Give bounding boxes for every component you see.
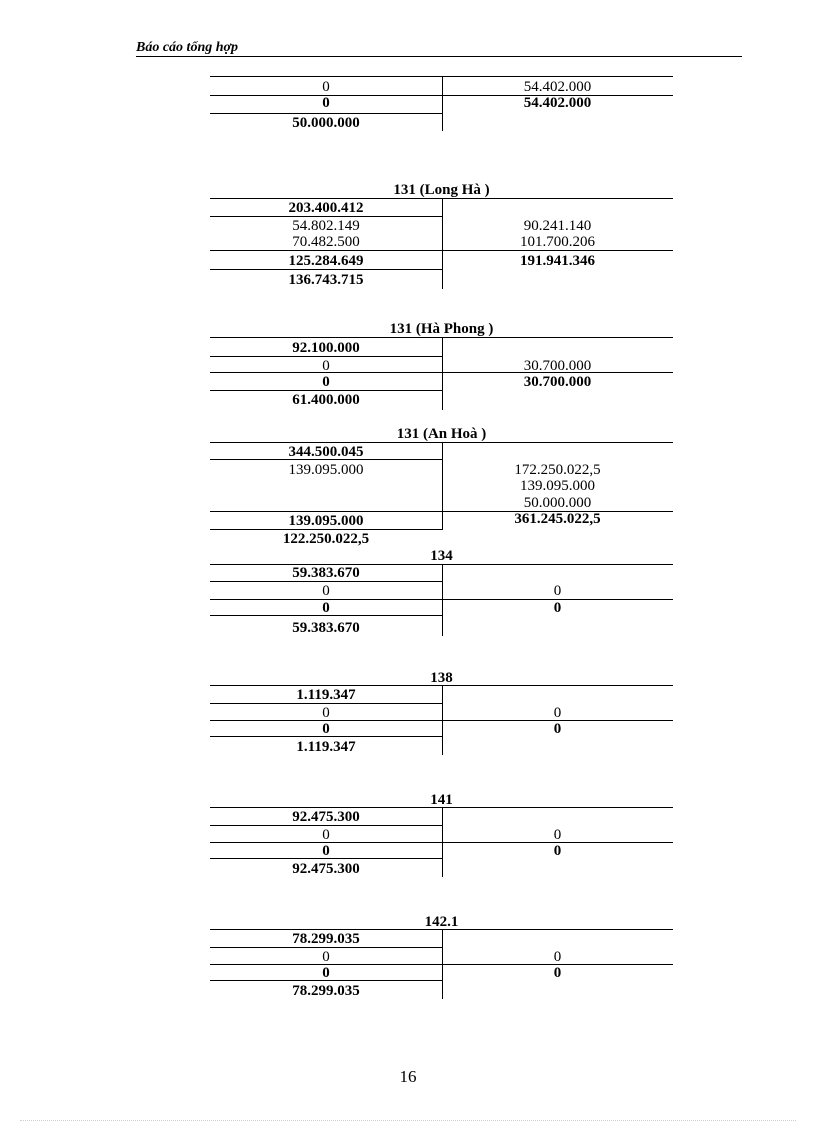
- credit-entry: 0: [553, 705, 562, 721]
- closing-balance: 136.743.715: [288, 272, 364, 288]
- opening-balance: 203.400.412: [288, 200, 364, 216]
- credit-entry: 50.000.000: [523, 495, 592, 511]
- debit-total: 0: [322, 95, 330, 111]
- credit-total: 191.941.346: [520, 253, 595, 269]
- rule: [210, 216, 442, 217]
- debit-entry: 0: [322, 358, 330, 374]
- rule: [210, 858, 442, 859]
- t-account-top: [210, 76, 673, 132]
- debit-total: 0: [322, 374, 330, 390]
- rule: [210, 980, 442, 981]
- t-account-141: [210, 792, 673, 878]
- closing-balance: 78.299.035: [292, 983, 360, 999]
- credit-total: 361.245.022,5: [514, 511, 601, 527]
- debit-total: 139.095.000: [288, 513, 364, 529]
- rule: [210, 390, 442, 391]
- debit-total: 0: [322, 965, 330, 981]
- rule: [210, 529, 442, 530]
- credit-entry: 0: [553, 583, 562, 599]
- credit-total: 30.700.000: [523, 374, 592, 390]
- closing-balance: 92.475.300: [292, 861, 360, 877]
- rule: [210, 825, 442, 826]
- debit-entry: 54.802.149: [292, 218, 360, 234]
- debit-total: 0: [322, 600, 330, 616]
- credit-entry: 30.700.000: [523, 358, 592, 374]
- rule: [210, 703, 442, 704]
- credit-entry: 54.402.000: [523, 79, 592, 95]
- opening-balance: 92.475.300: [292, 809, 360, 825]
- account-title: 131 (Long Hà ): [393, 182, 490, 198]
- closing-balance: 122.250.022,5: [282, 531, 370, 547]
- credit-total: 0: [553, 600, 562, 616]
- rule: [210, 581, 442, 582]
- t-account-131-long-ha: [210, 182, 673, 290]
- credit-total: 0: [553, 721, 562, 737]
- page-header: [136, 40, 742, 57]
- rule: [210, 842, 673, 843]
- rule: [210, 947, 442, 948]
- t-account-131-an-hoa: [210, 426, 673, 552]
- t-account-131-ha-phong: [210, 321, 673, 411]
- closing-balance: 59.383.670: [292, 620, 360, 636]
- debit-total: 0: [322, 721, 330, 737]
- rule: [210, 372, 673, 373]
- credit-entry: 172.250.022,5: [514, 462, 601, 478]
- rule: [210, 736, 442, 737]
- account-title: 138: [430, 670, 453, 686]
- t-account-138: [210, 670, 673, 756]
- credit-entry: 90.241.140: [523, 218, 592, 234]
- rule: [210, 250, 673, 251]
- rule: [210, 964, 673, 965]
- account-title: 134: [430, 548, 453, 564]
- rule: [210, 459, 442, 460]
- credit-total: 0: [553, 965, 562, 981]
- closing-balance: 61.400.000: [292, 392, 360, 408]
- closing-balance: 50.000.000: [292, 115, 360, 131]
- credit-total: 54.402.000: [523, 95, 592, 111]
- opening-balance: 92.100.000: [292, 340, 360, 356]
- account-title: 131 (An Hoà ): [396, 426, 487, 442]
- credit-entry: 101.700.206: [520, 234, 595, 250]
- t-account-142-1: [210, 914, 673, 1000]
- header-title: Báo cáo tổng hợp: [136, 40, 239, 55]
- rule: [210, 720, 673, 721]
- account-title: 141: [430, 792, 453, 808]
- divider: [442, 564, 443, 636]
- debit-entry: 0: [322, 705, 330, 721]
- closing-balance: 1.119.347: [296, 739, 356, 755]
- rule: [210, 599, 673, 600]
- debit-entry: 0: [322, 949, 330, 965]
- debit-entry: 70.482.500: [292, 234, 360, 250]
- opening-balance: 1.119.347: [296, 687, 356, 703]
- t-account-134: [210, 548, 673, 638]
- debit-total: 0: [322, 843, 330, 859]
- rule: [210, 615, 442, 616]
- opening-balance: 78.299.035: [292, 931, 360, 947]
- debit-total: 125.284.649: [288, 253, 364, 269]
- credit-entry: 0: [553, 949, 562, 965]
- rule: [210, 356, 442, 357]
- opening-balance: 344.500.045: [288, 444, 364, 460]
- credit-entry: 0: [553, 827, 562, 843]
- credit-entry: 139.095.000: [520, 478, 595, 494]
- credit-total: 0: [553, 843, 562, 859]
- account-title: 131 (Hà Phong ): [389, 321, 494, 337]
- rule: [210, 269, 442, 270]
- account-title: 142.1: [424, 914, 459, 930]
- debit-entry: 0: [322, 827, 330, 843]
- debit-entry: 0: [322, 583, 330, 599]
- debit-entry: 0: [322, 79, 330, 95]
- page-number: 16: [399, 1067, 417, 1086]
- debit-entry: 139.095.000: [288, 462, 364, 478]
- rule: [210, 113, 442, 114]
- opening-balance: 59.383.670: [292, 565, 360, 581]
- footer-rule: [20, 1120, 796, 1121]
